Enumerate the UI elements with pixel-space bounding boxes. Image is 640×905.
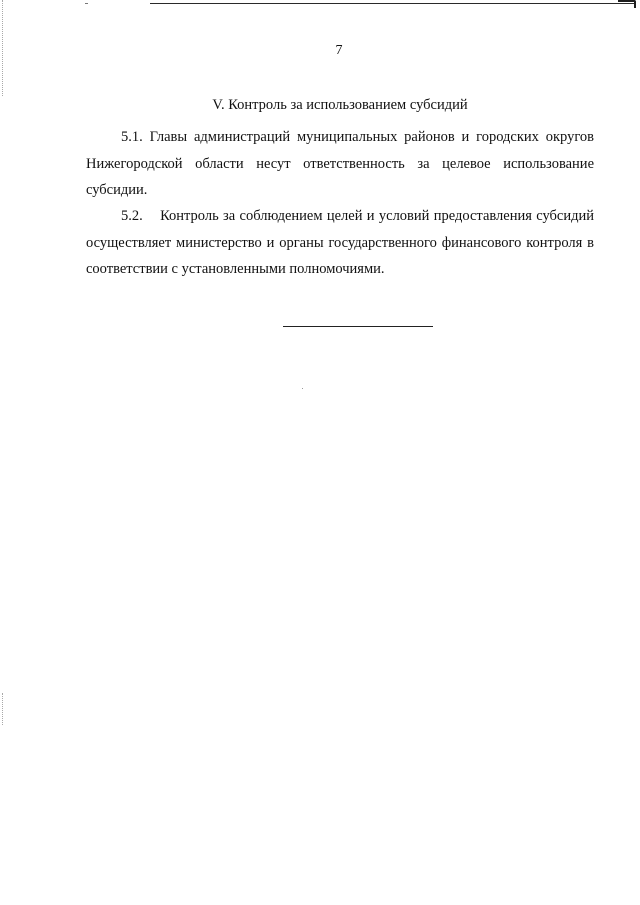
- paragraph-5-1: [86, 124, 594, 204]
- paragraph-5-2: [86, 203, 594, 283]
- closing-rule: [283, 326, 433, 327]
- paragraph-number: 5.1.: [121, 129, 143, 145]
- paragraph-number: 5.2.: [121, 208, 143, 224]
- scan-left-edge-bottom: [2, 693, 3, 725]
- scan-top-corner: [618, 0, 636, 8]
- page-number: 7: [335, 43, 343, 58]
- scan-speck: [302, 388, 303, 389]
- paragraph-text: Главы администраций муниципальных районов и городских округов Нижегородской области несут ответственность за целевое использование субсидии.: [86, 129, 595, 198]
- paragraph-text: Контроль за соблюдением целей и условий предоставления субсидий осуществляет министерство и органы государственного финансового контроля в соответствии с установленными полномочиями.: [86, 208, 594, 277]
- scan-top-edge-line: [150, 3, 634, 4]
- section-heading: V. Контроль за использованием субсидий: [212, 97, 468, 113]
- scan-artifact-mark: [85, 3, 88, 4]
